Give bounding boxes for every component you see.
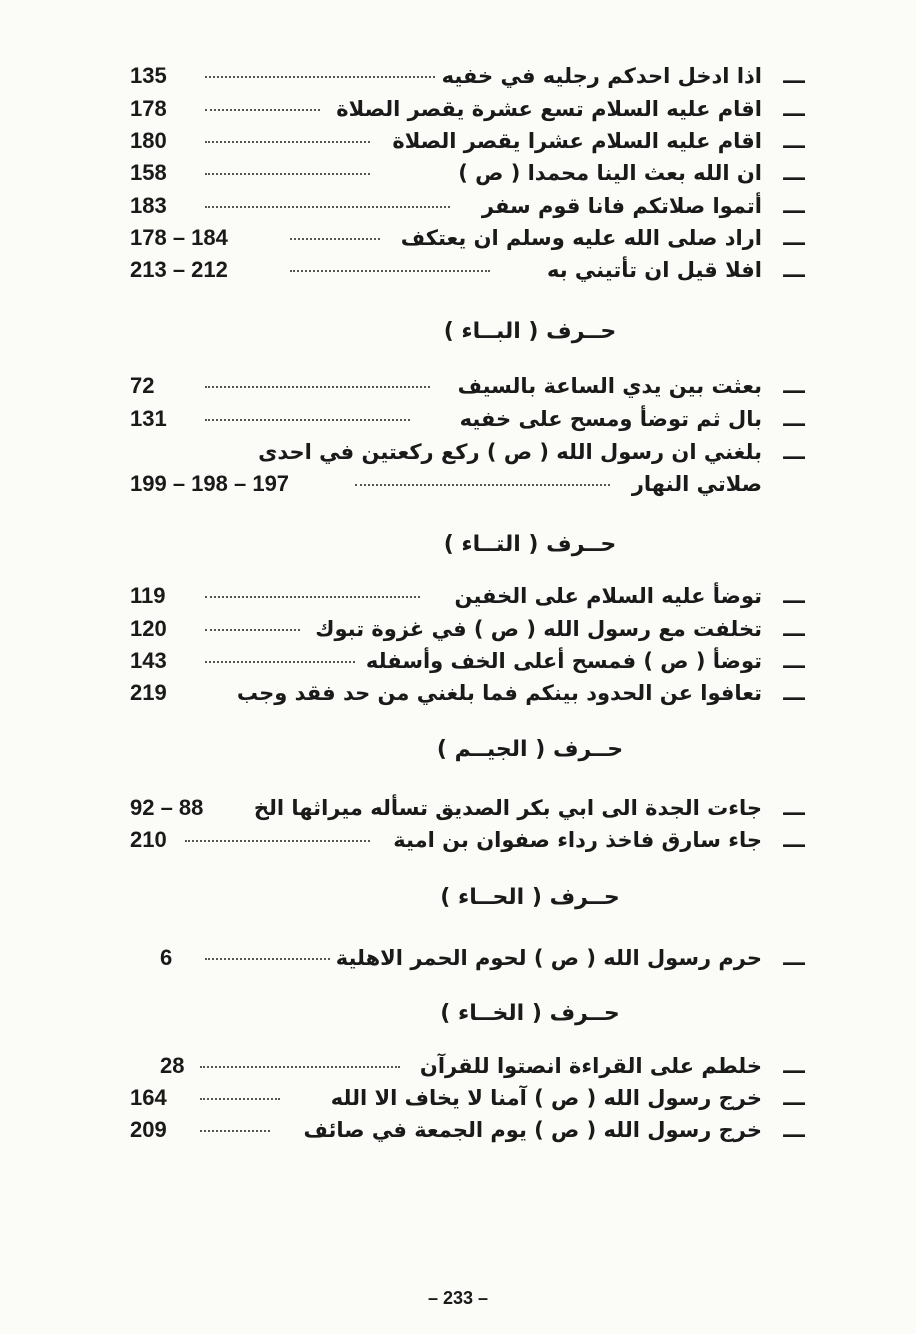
entry-text: خرج رسول الله ( ص ) آمنا لا يخاف الا الله [330,1086,762,1110]
entry-pages: 178 [130,96,167,121]
leader-dots [205,629,300,631]
entry-text: اقام عليه السلام تسع عشرة يقصر الصلاة [336,97,762,121]
entry-text: صلاتي النهار [631,472,762,496]
index-entry [130,1114,810,1146]
index-entry [130,792,810,824]
entry-text: ان الله بعث الينا محمدا ( ص ) [458,161,762,185]
entry-text: افلا قيل ان تأتيني به [547,258,762,282]
entry-pages: 199 – 198 – 197 [130,471,290,496]
entry-text: جاء سارق فاخذ رداء صفوان بن امية [393,828,762,852]
index-entry [130,580,810,612]
index-entry-continuation [130,468,810,500]
entry-dash: ـــ [783,617,805,641]
section-heading: حــرف ( الخــاء ) [440,1001,620,1026]
entry-dash: ـــ [783,97,805,121]
leader-dots [205,76,435,78]
index-entry [130,93,810,125]
index-entry [130,1050,810,1082]
entry-dash: ـــ [783,1086,805,1110]
entry-pages: 72 [130,373,155,398]
leader-dots [200,1130,270,1132]
entry-text: تعافوا عن الحدود بينكم فما بلغني من حد فقد وجب [236,681,762,705]
entry-dash: ـــ [783,161,805,185]
entry-pages: 209 [130,1117,167,1142]
entry-dash: ـــ [783,258,805,282]
index-entry [130,157,810,189]
entry-text: بعثت بين يدي الساعة بالسيف [457,374,762,398]
index-entry [130,190,810,222]
entry-pages: 219 [130,680,167,705]
leader-dots [205,661,355,663]
entry-dash: ـــ [783,796,805,820]
entry-text: اقام عليه السلام عشرا يقصر الصلاة [392,129,762,153]
leader-dots [200,1098,280,1100]
leader-dots [205,141,370,143]
entry-dash: ـــ [783,1054,805,1078]
entry-text: اذا ادخل احدكم رجليه في خفيه [441,64,762,88]
entry-pages: 143 [130,648,167,673]
entry-text: توضأ عليه السلام على الخفين [454,584,762,608]
index-entry [130,824,810,856]
leader-dots [355,484,610,486]
entry-pages: 119 [130,583,166,608]
leader-dots [205,109,320,111]
entry-dash: ـــ [783,584,805,608]
entry-text: بلغني ان رسول الله ( ص ) ركع ركعتين في احدى [258,440,762,464]
leader-dots [290,270,490,272]
entry-pages: 131 [130,406,167,431]
entry-pages: 6 [160,945,173,970]
index-entry [130,125,810,157]
entry-pages: 210 [130,827,167,852]
index-entry [130,677,810,709]
entry-pages: 120 [130,616,167,641]
leader-dots [205,206,450,208]
entry-dash: ـــ [783,649,805,673]
index-entry [130,222,810,254]
entry-text: خلطم على القراءة انصتوا للقرآن [419,1054,762,1078]
index-entry [130,254,810,286]
entry-dash: ـــ [783,226,805,250]
leader-dots [205,386,430,388]
entry-dash: ـــ [783,374,805,398]
leader-dots [200,1066,400,1068]
entry-pages: 28 [160,1053,185,1078]
entry-pages: 164 [130,1085,167,1110]
index-entry [130,370,810,402]
entry-text: حرم رسول الله ( ص ) لحوم الحمر الاهلية [335,946,762,970]
entry-text: تخلفت مع رسول الله ( ص ) في غزوة تبوك [315,617,762,641]
entry-pages: 178 – 184 [130,225,228,250]
entry-dash: ـــ [783,681,805,705]
leader-dots [205,419,410,421]
index-entry [130,645,810,677]
leader-dots [205,596,420,598]
entry-dash: ـــ [783,1118,805,1142]
entry-dash: ـــ [783,407,805,431]
index-entry [130,60,810,92]
entry-pages: 213 – 212 [130,257,228,282]
leader-dots [205,958,330,960]
entry-pages: 135 [130,63,167,88]
entry-text: بال ثم توضأ ومسح على خفيه [459,407,762,431]
index-entry [130,403,810,435]
leader-dots [205,173,370,175]
section-heading: حــرف ( الحــاء ) [440,885,620,910]
index-entry [130,942,810,974]
page-number: – 233 – [427,1288,489,1308]
index-entry [130,613,810,645]
entry-pages: 158 [130,160,167,185]
entry-dash: ـــ [783,129,805,153]
entry-dash: ـــ [783,194,805,218]
entry-text: جاءت الجدة الى ابي بكر الصديق تسأله ميراثها الخ [253,796,762,820]
entry-pages: 183 [130,193,167,218]
entry-pages: 92 – 88 [130,795,204,820]
entry-text: اراد صلى الله عليه وسلم ان يعتكف [400,226,762,250]
section-heading: حــرف ( الجيــم ) [436,737,624,762]
entry-dash: ـــ [783,946,805,970]
entry-dash: ـــ [783,828,805,852]
section-heading: حــرف ( التــاء ) [443,532,617,557]
entry-text: توضأ ( ص ) فمسح أعلى الخف وأسفله [365,649,762,673]
entry-pages: 180 [130,128,167,153]
leader-dots [185,840,370,842]
index-entry [130,436,810,468]
section-heading: حــرف ( البــاء ) [443,319,617,344]
entry-dash: ـــ [783,64,805,88]
entry-dash: ـــ [783,440,805,464]
index-entry [130,1082,810,1114]
entry-text: خرج رسول الله ( ص ) يوم الجمعة في صائف [303,1118,762,1142]
leader-dots [290,238,380,240]
entry-text: أتموا صلاتكم فانا قوم سفر [481,194,762,218]
